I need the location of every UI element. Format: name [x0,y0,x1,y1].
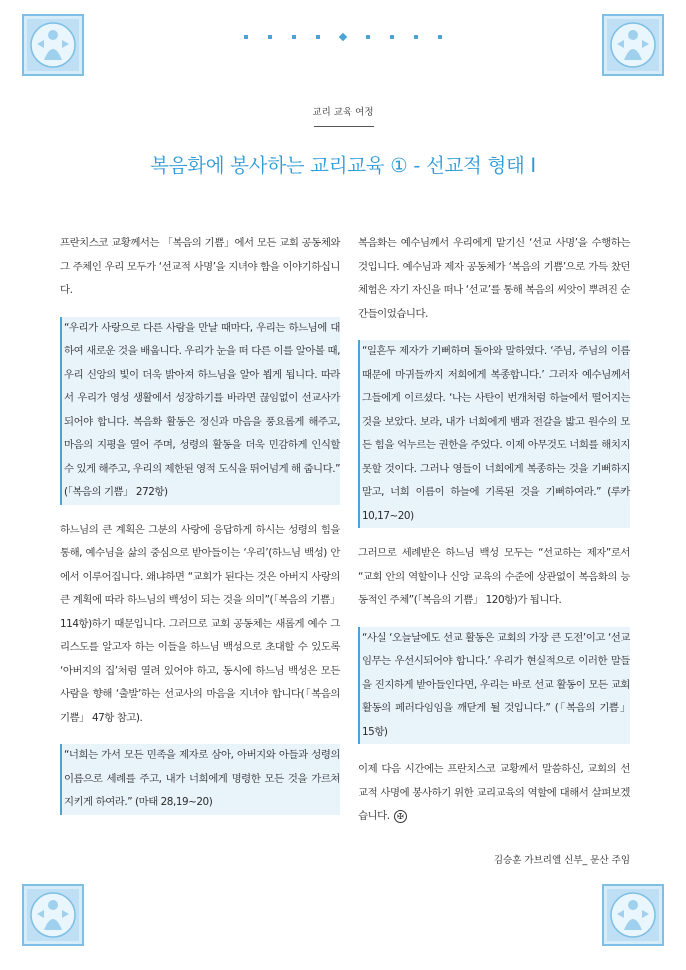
author-credit: 김승훈 가브리엘 신부_ 문산 주임 [493,855,630,866]
section-label-rule [314,126,374,127]
block-quote: “일흔두 제자가 기뻐하며 돌아와 말하였다. ‘주님, 주님의 이름 때문에 마귀들까지 저희에게 복종합니다.’ 그러자 예수님께서 그들에게 이르셨다. ‘나는 사탄이 번개처럼 하늘에서 떨어지는 것을 보았다. 보라, 내가 너희에게 뱀과 전갈을 밟고 원수의 모든 힘을 억누르는 권한을 주었다. 이제 아무것도 너희를 해치지 못할 것이다. 그러나 영들이 너희에게 복종하는 것을 기뻐하지 말고, 너희 이름이 하늘에 기록된 것을 기뻐하여라.” (루카 10,17~20) [358,340,630,528]
paragraph: 그러므로 세례받은 하느님 백성 모두는 “선교하는 제자”로서 “교회 안의 역할이나 신앙 교육의 수준에 상관없이 복음화의 능동적인 주체”(「복음의 기쁨」 120항)가 됩니다. [358,547,630,606]
paragraph: 프란치스코 교황께서는 「복음의 기쁨」에서 모든 교회 공동체와 그 주체인 우리 모두가 ‘선교적 사명’을 지녀야 함을 이야기하십니다. [60,237,340,296]
closing-text: 이제 다음 시간에는 프란치스코 교황께서 말씀하신, 교회의 선교적 사명에 봉사하기 위한 교리교육의 역할에 대해서 살펴보겠습니다. [358,763,630,822]
block-quote: “사실 ‘오늘날에도 선교 활동은 교회의 가장 큰 도전’이고 ‘선교 임무는 우선시되어야 합니다.’ 우리가 현실적으로 이러한 말들을 진지하게 받아들인다면, 우리는 바로 선교 활동이 모든 교회 활동의 페러다임임을 깨닫게 될 것입니다.” (「복음의 기쁨」 15항) [358,627,630,745]
cross-end-icon: ✠ [394,810,407,823]
corner-ornament-bottom-left [22,884,84,946]
corner-ornament-top-left [22,14,84,76]
paragraph: 복음화는 예수님께서 우리에게 맡기신 ‘선교 사명’을 수행하는 것입니다. 예수님과 제자 공동체가 ‘복음의 기쁨’으로 가득 찼던 체험은 자기 자신을 떠나 ‘선교’를 통해 복음의 씨앗이 뿌려진 순간들이었습니다. [358,237,630,320]
paragraph [358,758,630,829]
corner-ornament-bottom-right [602,884,664,946]
left-column [60,232,340,815]
right-column [358,232,630,829]
block-quote: “우리가 사랑으로 다른 사람을 만날 때마다, 우리는 하느님에 대하여 새로운 것을 배웁니다. 우리가 눈을 떠 다른 이를 알아볼 때, 우리 신앙의 빛이 더욱 밝아져 하느님을 알아 뵙게 됩니다. 따라서 우리가 영성 생활에서 성장하기를 바라면 끊임없이 선교사가 되어야 합니다. 복음화 활동은 정신과 마음을 풍요롭게 해주고, 마음의 지평을 열어 주며, 성령의 활동을 더욱 민감하게 인식할 수 있게 해주고, 우리의 제한된 영적 도식을 뛰어넘게 해 줍니다.” (「복음의 기쁨」 272항) [60,317,340,505]
decorative-dots [0,34,686,40]
page-title: 복음화에 봉사하는 교리교육 ① - 선교적 형태 Ⅰ [150,154,536,177]
section-label: 교리 교육 여정 [312,107,374,118]
corner-ornament-top-right [602,14,664,76]
paragraph: 하느님의 큰 계획은 그분의 사랑에 응답하게 하시는 성령의 힘을 통해, 예수님을 삶의 중심으로 받아들이는 ‘우리’(하느님 백성) 안에서 이루어집니다. 왜냐하면 “교회가 된다는 것은 아버지 사랑의 큰 계획에 따라 하느님의 백성이 되는 것을 의미”(「복음의 기쁨」 114항)하기 때문입니다. 그러므로 교회 공동체는 새롭게 예수 그리스도를 알고자 하는 이들을 하느님 백성으로 초대할 수 있도록 ‘아버지의 집’처럼 열려 있어야 하고, 동시에 하느님 백성은 모든 사람을 향해 ‘출발’하는 선교사의 마음을 지녀야 합니다(「복음의 기쁨」 47항 참고). [60,523,340,724]
block-quote: “너희는 가서 모든 민족을 제자로 삼아, 아버지와 아들과 성령의 이름으로 세례를 주고, 내가 너희에게 명령한 모든 것을 가르쳐 지키게 하여라.” (마태 28,19~20) [60,744,340,815]
